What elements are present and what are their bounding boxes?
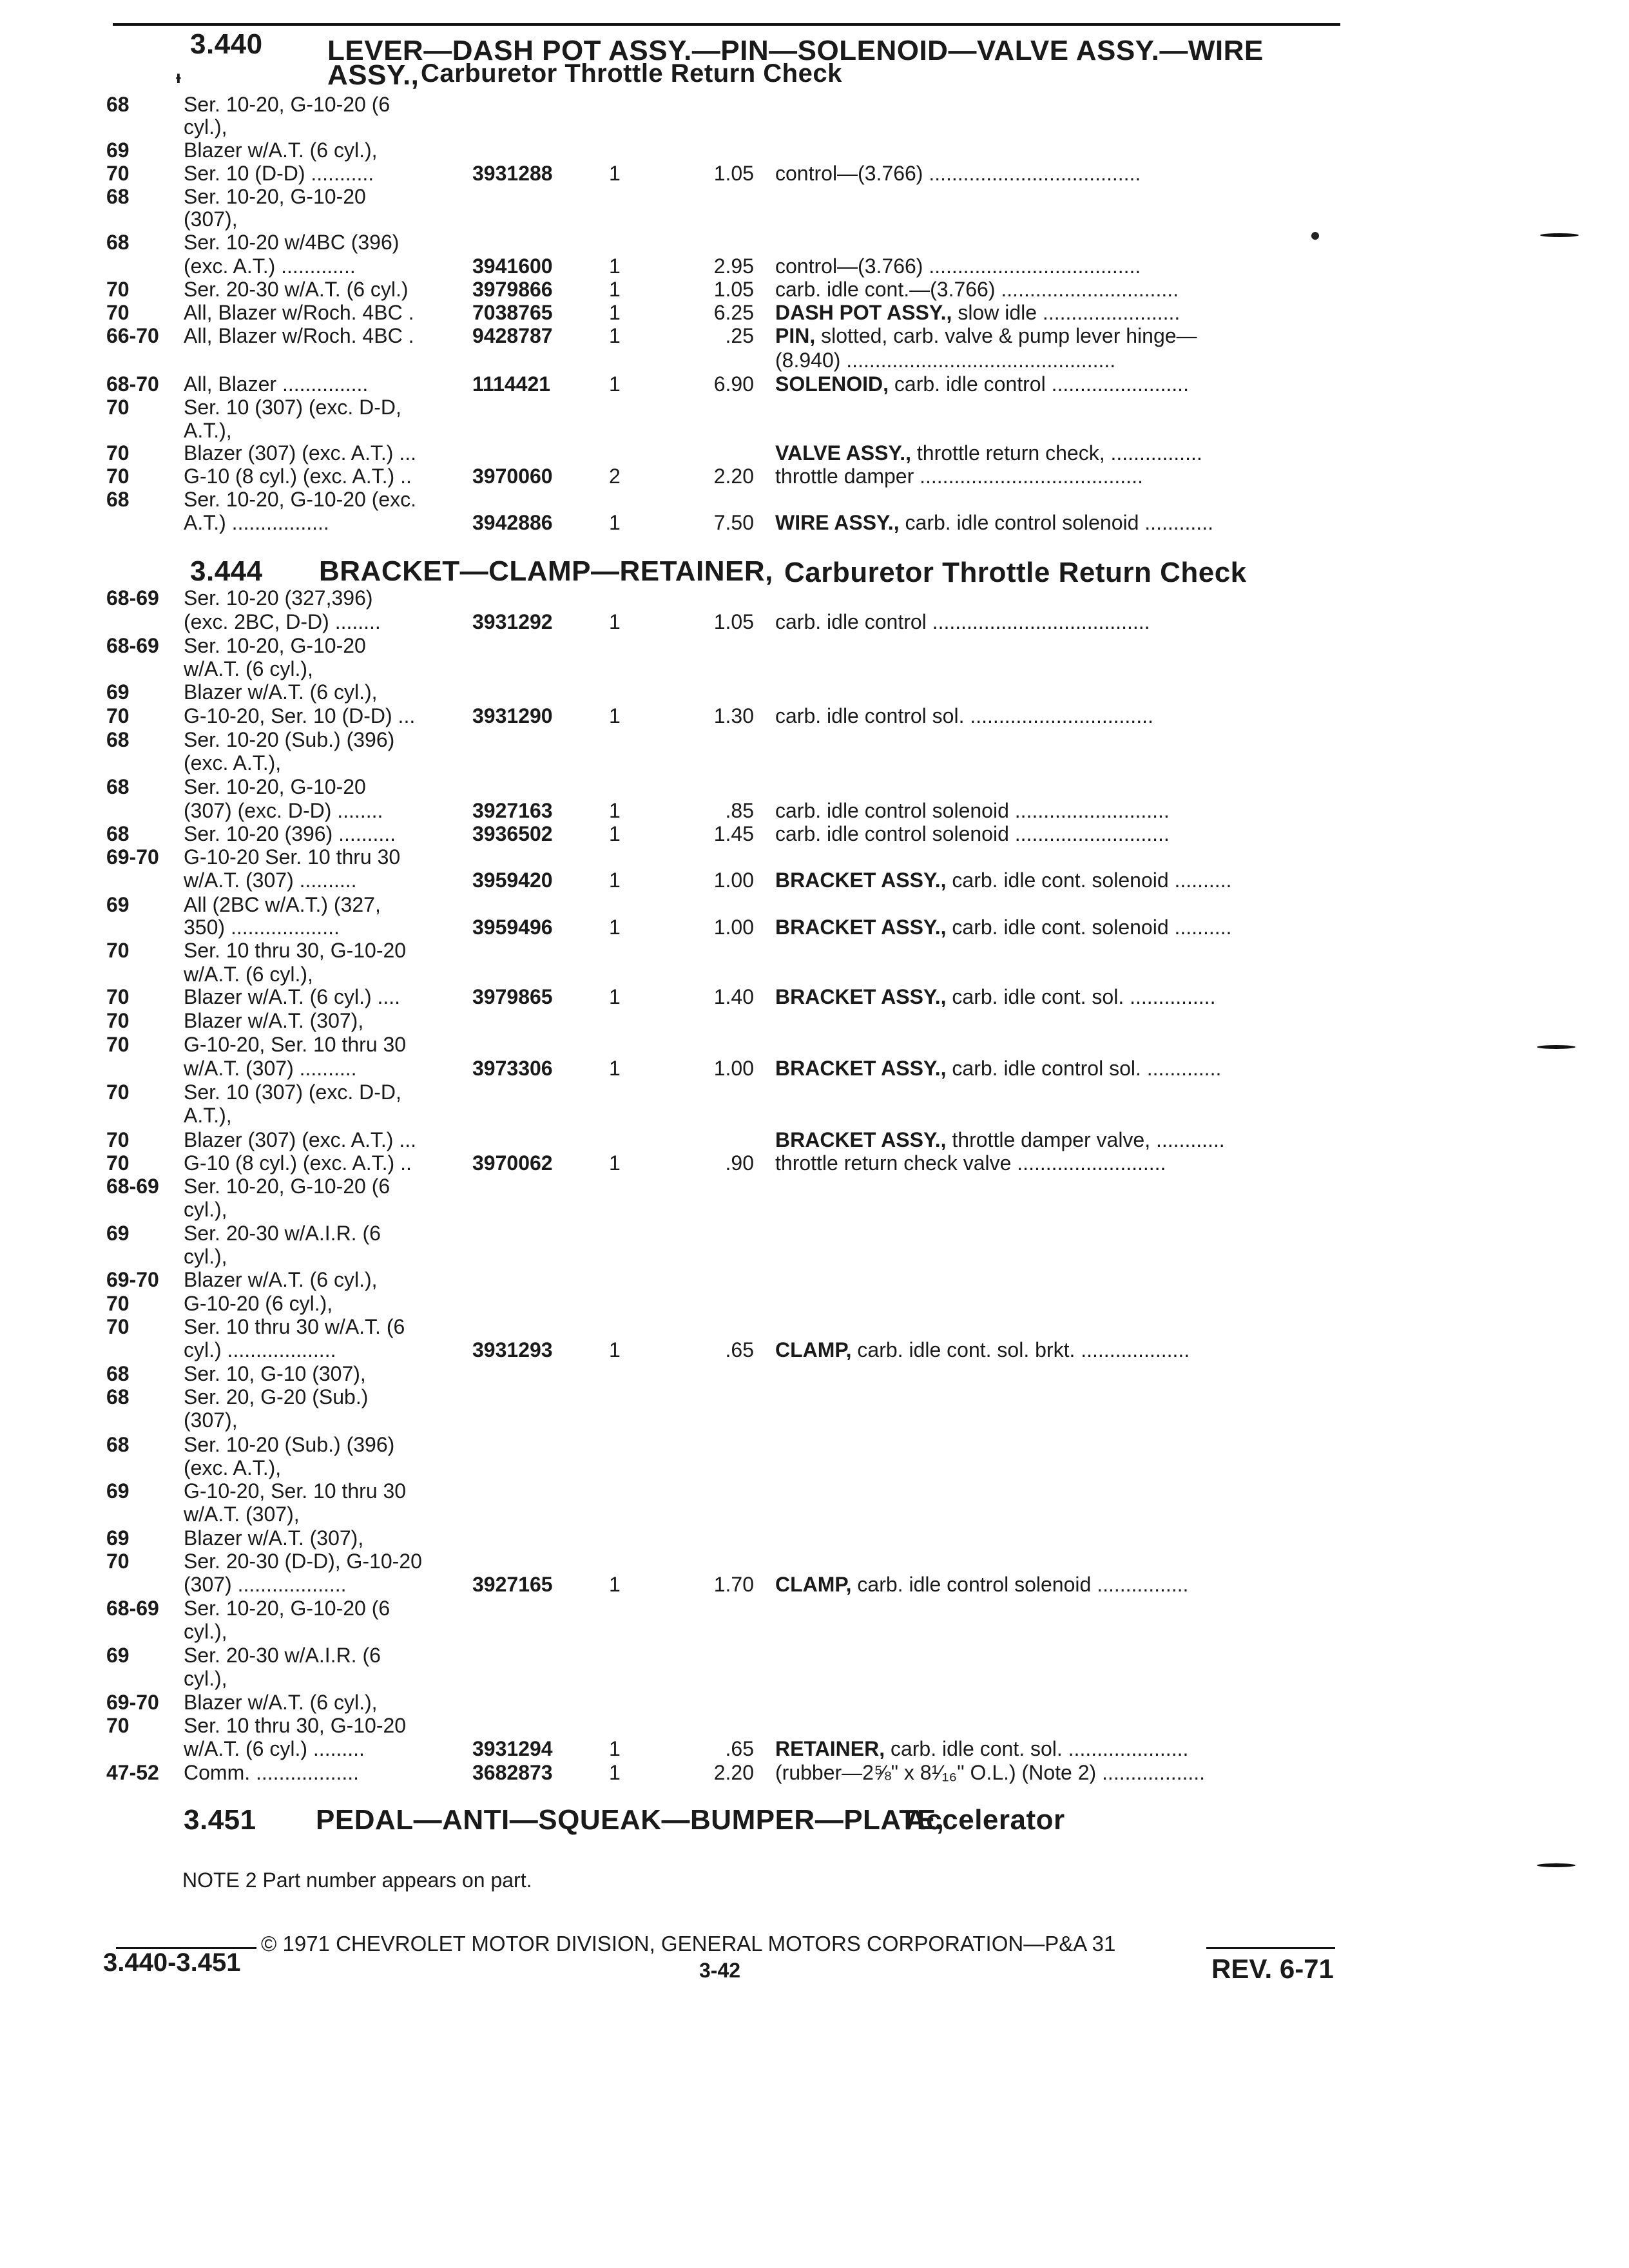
model-years: 70 bbox=[106, 1151, 130, 1175]
application-desc: (exc. A.T.), bbox=[184, 1456, 282, 1479]
model-years: 69 bbox=[106, 893, 130, 916]
part-detail: carb. idle control ........................ bbox=[889, 372, 1189, 396]
quantity: 1 bbox=[609, 301, 621, 324]
model-years: 69 bbox=[106, 1222, 130, 1245]
top-rule bbox=[113, 23, 1340, 26]
model-years: 68 bbox=[106, 231, 130, 254]
part-name: BRACKET ASSY., bbox=[775, 985, 947, 1008]
application-desc: Ser. 20-30 w/A.I.R. (6 bbox=[184, 1222, 381, 1245]
application-desc: Ser. 20-30 w/A.I.R. (6 bbox=[184, 1644, 381, 1667]
application-desc: Ser. 10-20, G-10-20 bbox=[184, 775, 366, 798]
price: .65 bbox=[725, 1737, 754, 1760]
part-description bbox=[775, 162, 1342, 185]
part-description bbox=[775, 916, 1342, 939]
application-desc: Comm. .................. bbox=[184, 1761, 360, 1784]
quantity: 1 bbox=[609, 162, 621, 185]
application-desc: cyl.), bbox=[184, 1620, 227, 1643]
application-desc: G-10 (8 cyl.) (exc. A.T.) .. bbox=[184, 1151, 412, 1175]
model-years: 68 bbox=[106, 93, 130, 116]
part-description bbox=[775, 1737, 1342, 1760]
model-years: 68-69 bbox=[106, 1175, 159, 1198]
part-description bbox=[775, 511, 1342, 534]
application-desc: Ser. 10-20, G-10-20 (6 bbox=[184, 1175, 390, 1198]
application-desc: w/A.T. (6 cyl.), bbox=[184, 963, 313, 986]
part-detail: throttle damper valve, ............ bbox=[946, 1128, 1225, 1151]
part-number: 1114421 bbox=[472, 372, 551, 396]
price: 6.90 bbox=[713, 372, 754, 396]
part-description bbox=[775, 869, 1342, 892]
part-detail: carb. idle control solenoid ........................... bbox=[775, 822, 1170, 845]
quantity: 1 bbox=[609, 1151, 621, 1175]
section-header-3440 bbox=[190, 28, 1350, 93]
part-description bbox=[775, 1151, 1342, 1175]
application-desc: Blazer w/A.T. (6 cyl.), bbox=[184, 680, 378, 704]
part-detail: carb. idle cont. sol. brkt. ................... bbox=[851, 1338, 1190, 1361]
application-desc: Ser. 10, G-10 (307), bbox=[184, 1362, 366, 1385]
part-detail: carb. idle control ...................................... bbox=[775, 610, 1150, 633]
part-detail: (8.940) ............................................... bbox=[775, 349, 1116, 372]
application-desc: All, Blazer w/Roch. 4BC . bbox=[184, 324, 414, 347]
part-number: 3931294 bbox=[472, 1737, 553, 1760]
application-desc: cyl.), bbox=[184, 1198, 227, 1221]
quantity: 1 bbox=[609, 372, 621, 396]
part-name: VALVE ASSY., bbox=[775, 441, 912, 465]
application-desc: 350) ................... bbox=[184, 916, 340, 939]
application-desc: Ser. 10-20, G-10-20 bbox=[184, 185, 366, 208]
application-desc: Ser. 20, G-20 (Sub.) bbox=[184, 1385, 369, 1408]
part-number: 3979865 bbox=[472, 985, 553, 1008]
model-years: 68-69 bbox=[106, 634, 159, 657]
section-number: 3.440 bbox=[190, 28, 263, 60]
section-title-cont: ASSY., bbox=[327, 59, 419, 91]
price: 2.20 bbox=[713, 465, 754, 488]
part-detail: carb. idle control sol. ............. bbox=[946, 1057, 1222, 1080]
price: 2.95 bbox=[713, 255, 754, 278]
binding-mark bbox=[1537, 1863, 1576, 1867]
application-desc: Ser. 10-20 (396) .......... bbox=[184, 822, 396, 845]
application-desc: Ser. 10 thru 30, G-10-20 bbox=[184, 939, 407, 962]
part-detail: carb. idle control solenoid ........................... bbox=[775, 799, 1170, 822]
price: 1.45 bbox=[713, 822, 754, 845]
model-years: 68 bbox=[106, 488, 130, 511]
section-number: 3.451 bbox=[184, 1804, 256, 1836]
part-number: 3927163 bbox=[472, 799, 553, 822]
model-years: 70 bbox=[106, 1033, 130, 1056]
part-detail: slow idle ........................ bbox=[952, 301, 1181, 324]
model-years: 70 bbox=[106, 1009, 130, 1032]
part-detail: control—(3.766) ..................................... bbox=[775, 162, 1141, 185]
part-number: 3931292 bbox=[472, 610, 553, 633]
footer-copyright: © 1971 CHEVROLET MOTOR DIVISION, GENERAL MOTORS CORPORATION—P&A 31 bbox=[261, 1932, 1116, 1956]
application-desc: G-10-20, Ser. 10 thru 30 bbox=[184, 1033, 407, 1056]
part-name: BRACKET ASSY., bbox=[775, 869, 947, 892]
part-name: DASH POT ASSY., bbox=[775, 301, 952, 324]
model-years: 68 bbox=[106, 185, 130, 208]
model-years: 70 bbox=[106, 396, 130, 419]
footer-rule-right bbox=[1206, 1947, 1335, 1949]
quantity: 1 bbox=[609, 985, 621, 1008]
price: 1.05 bbox=[713, 610, 754, 633]
part-description bbox=[775, 799, 1342, 822]
quantity: 1 bbox=[609, 799, 621, 822]
part-number: 3931290 bbox=[472, 704, 553, 727]
application-desc: Ser. 10 thru 30, G-10-20 bbox=[184, 1714, 407, 1737]
application-desc: A.T.), bbox=[184, 419, 232, 442]
model-years: 70 bbox=[106, 1128, 130, 1151]
model-years: 70 bbox=[106, 465, 130, 488]
application-desc: All (2BC w/A.T.) (327, bbox=[184, 893, 381, 916]
application-desc: w/A.T. (307) .......... bbox=[184, 869, 357, 892]
part-name: WIRE ASSY., bbox=[775, 511, 900, 534]
price: 1.70 bbox=[713, 1573, 754, 1596]
part-description bbox=[775, 372, 1342, 396]
application-desc: cyl.), bbox=[184, 1245, 227, 1268]
model-years: 68 bbox=[106, 775, 130, 798]
application-desc: cyl.), bbox=[184, 115, 227, 139]
section-title: BRACKET—CLAMP—RETAINER, bbox=[319, 555, 773, 587]
part-description bbox=[775, 324, 1342, 347]
application-desc: Ser. 10-20 (Sub.) (396) bbox=[184, 1433, 395, 1456]
application-desc: G-10-20, Ser. 10 thru 30 bbox=[184, 1479, 407, 1503]
note-2: NOTE 2 Part number appears on part. bbox=[182, 1869, 532, 1892]
application-desc: Ser. 10-20, G-10-20 (6 bbox=[184, 1597, 390, 1620]
price: 1.05 bbox=[713, 162, 754, 185]
part-detail: carb. idle control solenoid ................ bbox=[851, 1573, 1189, 1596]
part-number: 3973306 bbox=[472, 1057, 553, 1080]
model-years: 47-52 bbox=[106, 1761, 159, 1784]
application-desc: G-10-20, Ser. 10 (D-D) ... bbox=[184, 704, 416, 727]
application-desc: (exc. A.T.) ............. bbox=[184, 255, 356, 278]
price: .25 bbox=[725, 324, 754, 347]
model-years: 68-69 bbox=[106, 1597, 159, 1620]
model-years: 70 bbox=[106, 301, 130, 324]
part-description bbox=[775, 1057, 1342, 1080]
part-detail: throttle return check valve .......................... bbox=[775, 1151, 1166, 1175]
part-number: 3927165 bbox=[472, 1573, 553, 1596]
section-subtitle: Carburetor Throttle Return Check bbox=[784, 557, 1247, 588]
part-description bbox=[775, 1761, 1342, 1784]
model-years: 69-70 bbox=[106, 1691, 159, 1714]
application-desc: (307), bbox=[184, 207, 238, 231]
part-name: SOLENOID, bbox=[775, 372, 889, 396]
part-description bbox=[775, 1128, 1342, 1151]
application-desc: A.T.), bbox=[184, 1104, 232, 1127]
quantity: 1 bbox=[609, 511, 621, 534]
application-desc: Ser. 10 (D-D) ........... bbox=[184, 162, 374, 185]
section-subtitle: Carburetor Throttle Return Check bbox=[421, 59, 842, 88]
part-description bbox=[775, 822, 1342, 845]
application-desc: (307), bbox=[184, 1408, 238, 1432]
application-desc: G-10-20 Ser. 10 thru 30 bbox=[184, 845, 401, 869]
part-name: RETAINER, bbox=[775, 1737, 885, 1760]
part-number: 3979866 bbox=[472, 278, 553, 301]
quantity: 1 bbox=[609, 1573, 621, 1596]
application-desc: cyl.) ................... bbox=[184, 1338, 336, 1361]
model-years: 68-69 bbox=[106, 586, 159, 610]
part-description bbox=[775, 349, 1342, 372]
price: .90 bbox=[725, 1151, 754, 1175]
part-description bbox=[775, 1573, 1342, 1596]
application-desc: Blazer w/A.T. (6 cyl.), bbox=[184, 139, 378, 162]
application-desc: Ser. 10 (307) (exc. D-D, bbox=[184, 396, 401, 419]
application-desc: (307) ................... bbox=[184, 1573, 347, 1596]
part-detail: carb. idle control solenoid ............ bbox=[899, 511, 1213, 534]
part-description bbox=[775, 441, 1342, 465]
section-number: 3.444 bbox=[190, 555, 263, 587]
application-desc: Ser. 20-30 w/A.T. (6 cyl.) bbox=[184, 278, 409, 301]
model-years: 70 bbox=[106, 1550, 130, 1573]
model-years: 69 bbox=[106, 1526, 130, 1550]
binding-mark bbox=[1537, 1045, 1576, 1049]
part-number: 3936502 bbox=[472, 822, 553, 845]
model-years: 69 bbox=[106, 1644, 130, 1667]
part-number: 3931288 bbox=[472, 162, 553, 185]
application-desc: Blazer w/A.T. (6 cyl.), bbox=[184, 1691, 378, 1714]
part-description bbox=[775, 255, 1342, 278]
quantity: 1 bbox=[609, 255, 621, 278]
quantity: 1 bbox=[609, 1761, 621, 1784]
model-years: 69 bbox=[106, 680, 130, 704]
footer-rev: REV. 6-71 bbox=[1211, 1954, 1334, 1984]
application-desc: G-10-20 (6 cyl.), bbox=[184, 1292, 333, 1315]
part-description bbox=[775, 704, 1342, 727]
section-header-3451 bbox=[184, 1804, 1344, 1840]
model-years: 70 bbox=[106, 441, 130, 465]
part-number: 3941600 bbox=[472, 255, 553, 278]
part-number: 3970062 bbox=[472, 1151, 553, 1175]
part-detail: carb. idle control sol. ................................ bbox=[775, 704, 1153, 727]
part-number: 3970060 bbox=[472, 465, 553, 488]
model-years: 68 bbox=[106, 1362, 130, 1385]
part-name: CLAMP, bbox=[775, 1573, 852, 1596]
model-years: 68-70 bbox=[106, 372, 159, 396]
price: 1.40 bbox=[713, 985, 754, 1008]
price: 1.00 bbox=[713, 869, 754, 892]
model-years: 70 bbox=[106, 278, 130, 301]
application-desc: Ser. 10-20, G-10-20 (exc. bbox=[184, 488, 417, 511]
binding-mark bbox=[1540, 233, 1579, 237]
quantity: 1 bbox=[609, 1737, 621, 1760]
section-subtitle: Accelerator bbox=[905, 1804, 1065, 1836]
quantity: 1 bbox=[609, 1057, 621, 1080]
price: .65 bbox=[725, 1338, 754, 1361]
model-years: 70 bbox=[106, 162, 130, 185]
part-description bbox=[775, 985, 1342, 1008]
price: 2.20 bbox=[713, 1761, 754, 1784]
part-detail: carb. idle cont. solenoid .......... bbox=[946, 916, 1232, 939]
part-detail: carb. idle cont. sol. ............... bbox=[946, 985, 1216, 1008]
part-detail: (rubber—2⅝" x 8¹⁄₁₆" O.L.) (Note 2) .................. bbox=[775, 1761, 1206, 1784]
quantity: 1 bbox=[609, 324, 621, 347]
model-years: 69-70 bbox=[106, 1268, 159, 1291]
part-description bbox=[775, 465, 1342, 488]
part-name: BRACKET ASSY., bbox=[775, 916, 947, 939]
application-desc: Blazer (307) (exc. A.T.) ... bbox=[184, 1128, 416, 1151]
application-desc: A.T.) ................. bbox=[184, 511, 329, 534]
part-description bbox=[775, 1338, 1342, 1361]
model-years: 66-70 bbox=[106, 324, 159, 347]
application-desc: Blazer (307) (exc. A.T.) ... bbox=[184, 441, 416, 465]
model-years: 69-70 bbox=[106, 845, 159, 869]
model-years: 68 bbox=[106, 822, 130, 845]
part-description bbox=[775, 610, 1342, 633]
part-detail: throttle damper ....................................... bbox=[775, 465, 1143, 488]
application-desc: w/A.T. (307), bbox=[184, 1503, 300, 1526]
application-desc: Ser. 10-20 w/4BC (396) bbox=[184, 231, 400, 254]
section-title: LEVER—DASH POT ASSY.—PIN—SOLENOID—VALVE ASSY.—WIRE bbox=[327, 35, 1264, 66]
part-name: BRACKET ASSY., bbox=[775, 1128, 947, 1151]
model-years: 69 bbox=[106, 1479, 130, 1503]
part-detail: control—(3.766) ..................................... bbox=[775, 255, 1141, 278]
part-number: 3942886 bbox=[472, 511, 553, 534]
footer-range: 3.440-3.451 bbox=[103, 1948, 241, 1977]
model-years: 68 bbox=[106, 1385, 130, 1408]
application-desc: Ser. 10 thru 30 w/A.T. (6 bbox=[184, 1315, 405, 1338]
application-desc: Ser. 10-20, G-10-20 bbox=[184, 634, 366, 657]
quantity: 1 bbox=[609, 704, 621, 727]
application-desc: Blazer w/A.T. (6 cyl.), bbox=[184, 1268, 378, 1291]
application-desc: w/A.T. (6 cyl.) ......... bbox=[184, 1737, 365, 1760]
part-number: 7038765 bbox=[472, 301, 553, 324]
part-detail: carb. idle cont.—(3.766) ............................... bbox=[775, 278, 1179, 301]
price: 1.00 bbox=[713, 1057, 754, 1080]
application-desc: Blazer w/A.T. (307), bbox=[184, 1526, 364, 1550]
application-desc: w/A.T. (6 cyl.), bbox=[184, 657, 313, 680]
part-number: 3931293 bbox=[472, 1338, 553, 1361]
model-years: 68 bbox=[106, 1433, 130, 1456]
quantity: 1 bbox=[609, 610, 621, 633]
quantity: 1 bbox=[609, 1338, 621, 1361]
model-years: 70 bbox=[106, 939, 130, 962]
application-desc: (exc. A.T.), bbox=[184, 751, 282, 774]
part-detail: carb. idle cont. solenoid .......... bbox=[946, 869, 1232, 892]
part-detail: slotted, carb. valve & pump lever hinge— bbox=[815, 324, 1197, 347]
application-desc: All, Blazer w/Roch. 4BC . bbox=[184, 301, 414, 324]
price: .85 bbox=[725, 799, 754, 822]
part-number: 3959420 bbox=[472, 869, 553, 892]
application-desc: (307) (exc. D-D) ........ bbox=[184, 799, 383, 822]
application-desc: Blazer w/A.T. (307), bbox=[184, 1009, 364, 1032]
model-years: 70 bbox=[106, 985, 130, 1008]
application-desc: Ser. 10-20 (Sub.) (396) bbox=[184, 728, 395, 751]
part-number: 3959496 bbox=[472, 916, 553, 939]
model-years: 70 bbox=[106, 1714, 130, 1737]
price: 1.05 bbox=[713, 278, 754, 301]
quantity: 1 bbox=[609, 822, 621, 845]
part-name: BRACKET ASSY., bbox=[775, 1057, 947, 1080]
application-desc: w/A.T. (307) .......... bbox=[184, 1057, 357, 1080]
application-desc: G-10 (8 cyl.) (exc. A.T.) .. bbox=[184, 465, 412, 488]
application-desc: All, Blazer ............... bbox=[184, 372, 369, 396]
quantity: 1 bbox=[609, 278, 621, 301]
part-name: CLAMP, bbox=[775, 1338, 852, 1361]
application-desc: Ser. 10 (307) (exc. D-D, bbox=[184, 1081, 401, 1104]
part-description bbox=[775, 278, 1342, 301]
application-desc: Blazer w/A.T. (6 cyl.) .... bbox=[184, 985, 401, 1008]
model-years: 68 bbox=[106, 728, 130, 751]
part-number: 3682873 bbox=[472, 1761, 553, 1784]
part-detail: carb. idle cont. sol. ..................... bbox=[885, 1737, 1189, 1760]
application-desc: Ser. 20-30 (D-D), G-10-20 bbox=[184, 1550, 422, 1573]
application-desc: (exc. 2BC, D-D) ........ bbox=[184, 610, 381, 633]
section-title: PEDAL—ANTI—SQUEAK—BUMPER—PLATE, bbox=[316, 1804, 945, 1836]
tick-mark: ᵻ bbox=[176, 67, 181, 87]
application-desc: Ser. 10-20, G-10-20 (6 bbox=[184, 93, 390, 116]
application-desc: cyl.), bbox=[184, 1667, 227, 1690]
part-number: 9428787 bbox=[472, 324, 553, 347]
price: 1.30 bbox=[713, 704, 754, 727]
model-years: 70 bbox=[106, 1081, 130, 1104]
model-years: 70 bbox=[106, 704, 130, 727]
application-desc: Ser. 10-20 (327,396) bbox=[184, 586, 373, 610]
footer-page: 3-42 bbox=[699, 1959, 741, 1982]
price: 7.50 bbox=[713, 511, 754, 534]
model-years: 70 bbox=[106, 1315, 130, 1338]
model-years: 69 bbox=[106, 139, 130, 162]
quantity: 1 bbox=[609, 869, 621, 892]
quantity: 2 bbox=[609, 465, 621, 488]
price: 6.25 bbox=[713, 301, 754, 324]
price: 1.00 bbox=[713, 916, 754, 939]
part-detail: throttle return check, ................ bbox=[911, 441, 1202, 465]
speck-mark bbox=[1311, 232, 1319, 240]
model-years: 70 bbox=[106, 1292, 130, 1315]
part-name: PIN, bbox=[775, 324, 816, 347]
part-description bbox=[775, 301, 1342, 324]
quantity: 1 bbox=[609, 916, 621, 939]
